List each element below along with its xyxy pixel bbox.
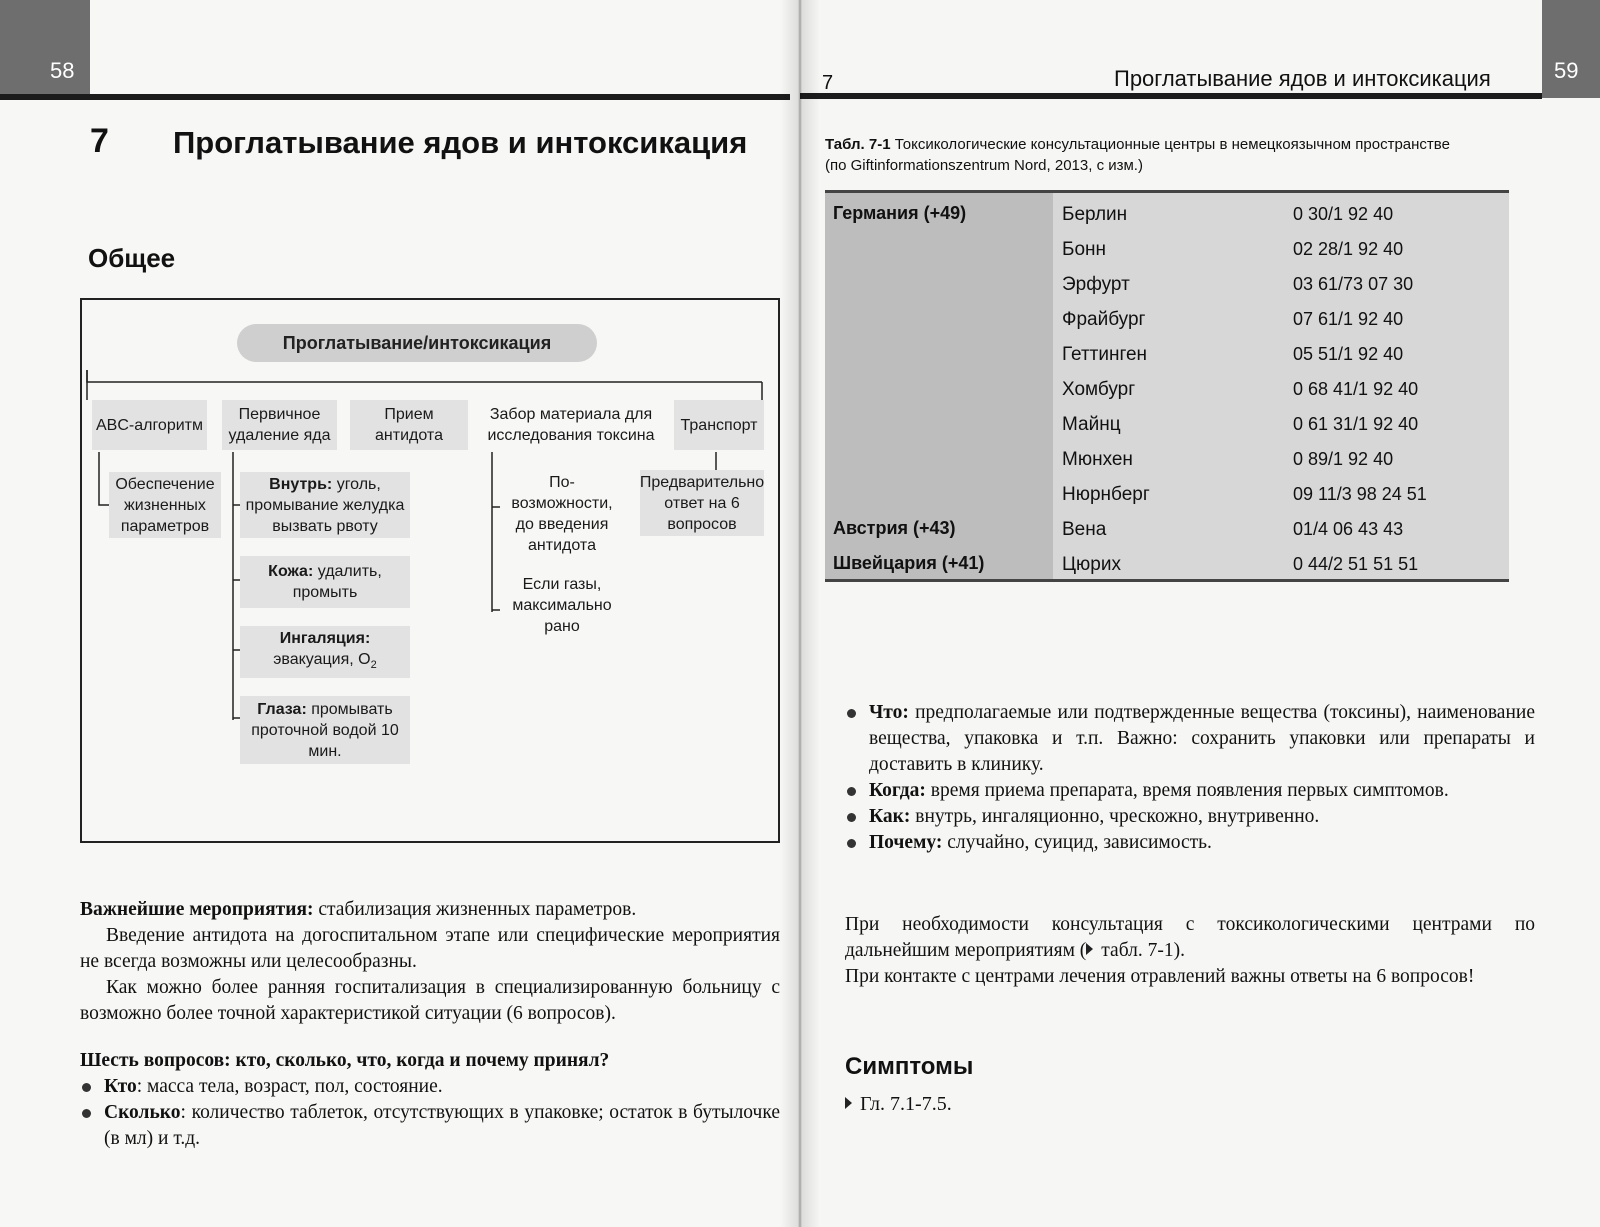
city-cell: Мюнхен	[1062, 449, 1133, 470]
question-how-much-text: : количество таблеток, отсутствующих в упаковке; остаток в бутылочке (в мл) и т.д.	[104, 1102, 780, 1149]
inhalation-sub: 2	[370, 659, 377, 672]
phone-cell: 0 68 41/1 92 40	[1293, 379, 1419, 399]
country-cell: Австрия (+43)	[833, 518, 956, 538]
node-transport-note: Предварительно ответ на 6 вопросов	[640, 470, 764, 536]
key-text: стабилизация жизненных параметров.	[318, 899, 637, 920]
phone-cell: 07 61/1 92 40	[1293, 309, 1404, 329]
skin-text: удалить, промыть	[292, 563, 382, 601]
question-what-label: Что:	[869, 702, 909, 723]
running-header-chapter: 7	[822, 72, 834, 94]
table-row	[825, 442, 1509, 477]
city-cell: Фрайбург	[1062, 309, 1146, 330]
section-heading: Общее	[88, 243, 176, 273]
reference-arrow-icon	[845, 1097, 852, 1109]
page-number-tab	[1542, 0, 1600, 98]
key-label: Важнейшие мероприятия:	[80, 899, 314, 920]
country-cell: Швейцария (+41)	[833, 553, 985, 573]
phone-cell: 02 28/1 92 40	[1293, 239, 1404, 259]
node-antidote: Прием антидота	[350, 400, 468, 450]
question-when-text: время приема препарата, время появления первых симптомов.	[930, 780, 1449, 801]
chapter-title: Проглатывание ядов и интоксикация	[173, 125, 748, 160]
question-who	[80, 1074, 780, 1100]
question-why	[845, 830, 1535, 856]
country-cell: Германия (+49)	[833, 203, 967, 223]
consult-ref[interactable]: табл. 7-1).	[1101, 940, 1185, 961]
node-inside	[240, 472, 410, 538]
running-header-title: Проглатывание ядов и интоксикация	[1114, 66, 1491, 91]
city-cell: Хомбург	[1062, 379, 1136, 400]
contact-para: При контакте с центрами лечения отравлений важны ответы на 6 вопросов!	[845, 966, 1475, 987]
table-row	[825, 407, 1509, 442]
node-skin	[240, 556, 410, 608]
eyes-text: промывать проточной водой 10 мин.	[251, 700, 399, 760]
table-caption	[825, 134, 1465, 176]
diagram-root: Проглатывание/интоксикация	[237, 324, 597, 362]
city-cell: Берлин	[1062, 204, 1128, 225]
phone-cell: 09 11/3 98 24 51	[1293, 484, 1427, 504]
flow-diagram	[80, 298, 780, 843]
consult-para	[845, 912, 1535, 964]
para-hospital: Как можно более ранняя госпитализация в специализированную больницу с возможно более точной характеристикой ситуации (6 вопросов).	[80, 977, 780, 1024]
phone-cell: 05 51/1 92 40	[1293, 344, 1404, 364]
consult-text: При необходимости консультация с токсикологическими центрами по дальнейшим мероприятиям (	[845, 914, 1535, 961]
city-cell: Геттинген	[1062, 344, 1148, 365]
node-eyes	[240, 696, 410, 764]
reference-arrow-icon	[1086, 943, 1093, 955]
node-abc: ABC-алгоритм	[92, 400, 207, 450]
city-cell: Эрфурт	[1062, 274, 1130, 295]
question-what-text: предполагаемые или подтвержденные вещества (токсины), наименование вещества, упаковка и т.п. Важно: сохранить упаковки или препараты и доставить в клинику.	[869, 702, 1535, 775]
question-when-label: Когда:	[869, 780, 926, 801]
table-row	[825, 232, 1509, 267]
para-antidote: Введение антидота на догоспитальном этапе или специфические мероприятия не всегда возможны или целесообразны.	[80, 925, 780, 972]
phone-cell: 01/4 06 43 43	[1293, 519, 1404, 539]
consultation-text	[845, 912, 1535, 990]
inside-label: Внутрь:	[269, 475, 333, 493]
table-caption-label: Табл. 7-1	[825, 136, 891, 153]
header-rule	[0, 94, 790, 100]
phone-cell: 0 30/1 92 40	[1293, 204, 1394, 224]
table-row	[825, 372, 1509, 407]
symptoms-reference[interactable]	[845, 1093, 952, 1116]
page-number-tab	[0, 0, 90, 98]
question-what	[845, 700, 1535, 778]
node-sample-b: Если газы, максимально рано	[512, 576, 612, 635]
node-transport: Транспорт	[674, 400, 764, 450]
symptoms-heading: Симптомы	[845, 1053, 974, 1080]
six-questions-heading: Шесть вопросов: кто, сколько, что, когда и почему принял?	[80, 1050, 610, 1071]
city-cell: Нюрнберг	[1062, 484, 1150, 505]
right-page	[800, 0, 1600, 1227]
symptoms-ref-text[interactable]: Гл. 7.1-7.5.	[860, 1093, 952, 1115]
phone-cell: 0 44/2 51 51 51	[1293, 554, 1419, 574]
question-how-much	[80, 1100, 780, 1152]
page-number: 59	[1554, 58, 1579, 83]
toxicology-centers-table	[825, 190, 1509, 582]
question-how-much-label: Сколько	[104, 1102, 181, 1123]
inhalation-label: Ингаляция:	[279, 629, 371, 647]
question-how-label: Как:	[869, 806, 911, 827]
table-row	[825, 197, 1509, 232]
question-why-text: случайно, суицид, зависимость.	[947, 832, 1212, 853]
question-who-label: Кто	[104, 1076, 137, 1097]
node-primary: Первичное удаление яда	[222, 400, 337, 450]
table-row	[825, 477, 1509, 512]
question-how	[845, 804, 1535, 830]
key-measures-line	[80, 897, 780, 923]
node-vital: Обеспечение жизненных параметров	[109, 472, 221, 538]
questions-list	[845, 700, 1535, 856]
table-row	[825, 267, 1509, 302]
book-gutter	[780, 0, 820, 1227]
diagram-connectors	[82, 300, 782, 845]
header-rule	[800, 93, 1542, 99]
table-row	[825, 337, 1509, 372]
inhalation-text: эвакуация, O	[273, 650, 371, 668]
table-caption-text: Токсикологические консультационные центры в немецкоязычном пространстве (по Giftinformationszentrum Nord, 2013, с изм.)	[825, 136, 1450, 174]
question-why-label: Почему:	[869, 832, 943, 853]
inside-text: уголь, промывание желудка вызвать рвоту	[245, 475, 405, 535]
question-who-text: : масса тела, возраст, пол, состояние.	[136, 1076, 443, 1097]
key-measures	[80, 897, 780, 1027]
city-cell: Бонн	[1062, 239, 1107, 260]
question-when	[845, 778, 1535, 804]
phone-cell: 0 89/1 92 40	[1293, 449, 1394, 469]
node-sample: Забор материала для исследования токсина	[487, 406, 655, 444]
eyes-label: Глаза:	[257, 700, 307, 718]
node-sample-a: По-возможности, до введения антидота	[511, 474, 613, 554]
city-cell: Цюрих	[1062, 554, 1121, 575]
city-cell: Вена	[1062, 519, 1107, 540]
skin-label: Кожа:	[268, 563, 314, 580]
phone-cell: 03 61/73 07 30	[1293, 274, 1414, 294]
phone-cell: 0 61 31/1 92 40	[1293, 414, 1419, 434]
node-inhalation	[240, 626, 410, 678]
table-row	[825, 302, 1509, 337]
question-how-text: внутрь, ингаляционно, чрескожно, внутривенно.	[915, 806, 1320, 827]
page-number: 58	[50, 58, 75, 83]
table-row	[825, 512, 1509, 547]
six-questions	[80, 1048, 780, 1152]
table-row	[825, 547, 1509, 582]
city-cell: Майнц	[1062, 414, 1121, 435]
chapter-number: 7	[90, 122, 109, 160]
